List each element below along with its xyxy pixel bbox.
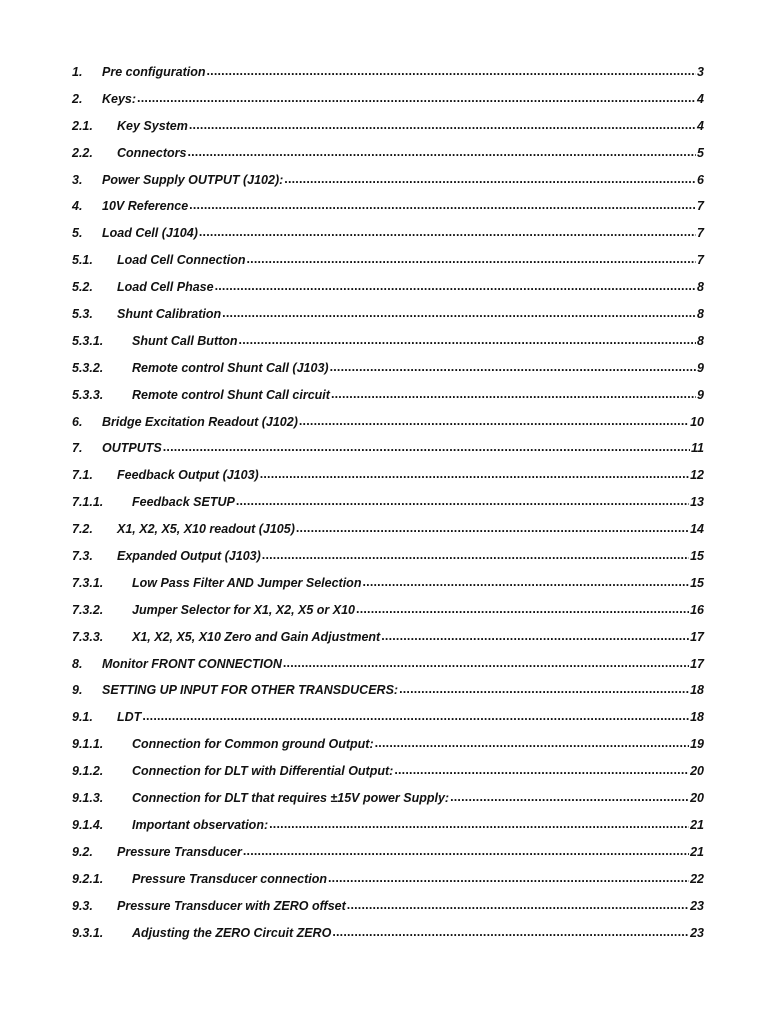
toc-entry-title: Load Cell Connection: [117, 253, 246, 268]
toc-dot-leader: [189, 198, 696, 210]
toc-entry[interactable]: [72, 548, 704, 575]
toc-entry[interactable]: [72, 306, 704, 333]
toc-entry-number: 9.1.: [72, 710, 93, 725]
toc-entry[interactable]: [72, 682, 704, 709]
toc-entry-number: 5.3.: [72, 307, 93, 322]
toc-entry-number: 9.2.1.: [72, 871, 104, 886]
toc-entry-number: 7.3.1.: [72, 575, 104, 590]
table-of-contents: [72, 64, 704, 951]
toc-entry-title: Remote control Shunt Call circuit: [132, 387, 330, 402]
toc-entry[interactable]: [72, 521, 704, 548]
toc-entry[interactable]: [72, 629, 704, 656]
toc-entry-title: Feedback Output (J103): [117, 468, 259, 483]
toc-entry-title: 10V Reference: [102, 199, 189, 214]
toc-entry-number: 9.1.3.: [72, 791, 104, 806]
toc-entry-page-number: 8: [697, 280, 704, 295]
toc-entry-title: Shunt Calibration: [117, 307, 222, 322]
toc-entry-title: SETTING UP INPUT FOR OTHER TRANSDUCERS:: [102, 683, 399, 698]
toc-entry-title: Power Supply OUTPUT (J102):: [102, 172, 284, 187]
toc-dot-leader: [163, 440, 690, 452]
toc-entry-number: 7.2.: [72, 522, 93, 537]
toc-entry-title: OUTPUTS: [102, 441, 162, 456]
toc-entry-number: 7.1.1.: [72, 495, 104, 510]
toc-entry[interactable]: [72, 736, 704, 763]
toc-entry-title: Pressure Transducer: [117, 844, 242, 859]
toc-dot-leader: [142, 709, 689, 721]
toc-entry-title: X1, X2, X5, X10 Zero and Gain Adjustment: [132, 629, 381, 644]
toc-entry-number: 9.1.2.: [72, 764, 104, 779]
toc-entry-page-number: 4: [697, 91, 704, 106]
toc-entry-number: 2.1.: [72, 118, 93, 133]
toc-entry-number: 8.: [72, 656, 83, 671]
toc-entry[interactable]: [72, 440, 704, 467]
toc-entry[interactable]: [72, 790, 704, 817]
toc-entry-title: Remote control Shunt Call (J103): [132, 360, 329, 375]
toc-dot-leader: [299, 414, 689, 426]
toc-entry-title: Monitor FRONT CONNECTION: [102, 656, 282, 671]
toc-entry-number: 9.1.4.: [72, 817, 104, 832]
toc-entry-title: Keys:: [102, 91, 137, 106]
toc-entry-page-number: 5: [697, 145, 704, 160]
toc-entry-number: 7.1.: [72, 468, 93, 483]
toc-dot-leader: [381, 629, 689, 641]
toc-entry[interactable]: [72, 64, 704, 91]
toc-entry-number: 7.: [72, 441, 83, 456]
toc-entry-page-number: 17: [690, 656, 704, 671]
toc-entry-title: LDT: [117, 710, 142, 725]
toc-entry-title: Pressure Transducer connection: [132, 871, 327, 886]
toc-dot-leader: [331, 387, 696, 399]
toc-dot-leader: [243, 844, 689, 856]
toc-entry[interactable]: [72, 118, 704, 145]
toc-entry-number: 4.: [72, 199, 83, 214]
toc-entry-title: Jumper Selector for X1, X2, X5 or X10: [132, 602, 356, 617]
toc-dot-leader: [450, 790, 689, 802]
toc-entry[interactable]: [72, 279, 704, 306]
toc-entry[interactable]: [72, 467, 704, 494]
toc-dot-leader: [206, 64, 696, 76]
toc-entry-page-number: 22: [690, 871, 704, 886]
toc-dot-leader: [189, 118, 696, 130]
toc-entry-page-number: 15: [690, 575, 704, 590]
toc-entry[interactable]: [72, 602, 704, 629]
toc-entry-title: Adjusting the ZERO Circuit ZERO: [132, 925, 332, 940]
toc-entry-page-number: 21: [690, 844, 704, 859]
toc-entry[interactable]: [72, 225, 704, 252]
toc-entry-page-number: 21: [690, 817, 704, 832]
toc-entry-page-number: 9: [697, 360, 704, 375]
toc-dot-leader: [187, 145, 696, 157]
toc-entry-page-number: 20: [690, 764, 704, 779]
toc-entry-title: Shunt Call Button: [132, 333, 238, 348]
toc-entry-title: Key System: [117, 118, 188, 133]
toc-entry[interactable]: [72, 91, 704, 118]
toc-entry-page-number: 23: [690, 925, 704, 940]
toc-entry-page-number: 10: [690, 414, 704, 429]
toc-entry[interactable]: [72, 333, 704, 360]
toc-entry-number: 6.: [72, 414, 83, 429]
toc-entry-page-number: 14: [690, 522, 704, 537]
toc-dot-leader: [362, 575, 689, 587]
toc-dot-leader: [332, 925, 689, 937]
toc-entry[interactable]: [72, 387, 704, 414]
toc-entry[interactable]: [72, 763, 704, 790]
toc-entry[interactable]: [72, 871, 704, 898]
toc-entry-title: Connection for Common ground Output:: [132, 737, 374, 752]
toc-entry-title: Expanded Output (J103): [117, 549, 261, 564]
toc-entry[interactable]: [72, 898, 704, 925]
toc-dot-leader: [284, 172, 696, 184]
toc-entry-number: 5.3.1.: [72, 333, 104, 348]
toc-dot-leader: [262, 548, 689, 560]
toc-dot-leader: [260, 467, 689, 479]
toc-entry-page-number: 9: [697, 387, 704, 402]
toc-entry[interactable]: [72, 817, 704, 844]
toc-entry-number: 5.3.3.: [72, 387, 104, 402]
toc-entry[interactable]: [72, 925, 704, 952]
toc-entry-number: 7.3.: [72, 549, 93, 564]
toc-entry[interactable]: [72, 198, 704, 225]
toc-entry-page-number: 12: [690, 468, 704, 483]
toc-entry[interactable]: [72, 656, 704, 683]
toc-entry-title: Load Cell (J104): [102, 226, 198, 241]
toc-entry-page-number: 18: [690, 683, 704, 698]
toc-entry-page-number: 4: [697, 118, 704, 133]
toc-entry-page-number: 15: [690, 549, 704, 564]
toc-entry-page-number: 23: [690, 898, 704, 913]
toc-entry-number: 2.2.: [72, 145, 93, 160]
toc-dot-leader: [239, 333, 697, 345]
toc-entry-page-number: 18: [690, 710, 704, 725]
toc-dot-leader: [375, 736, 689, 748]
toc-entry-title: Connection for DLT that requires ±15V power Supply:: [132, 791, 450, 806]
toc-entry-title: Feedback SETUP: [132, 495, 235, 510]
toc-dot-leader: [394, 763, 689, 775]
toc-dot-leader: [347, 898, 689, 910]
toc-entry-number: 7.3.3.: [72, 629, 104, 644]
toc-entry-title: Pressure Transducer with ZERO offset: [117, 898, 346, 913]
toc-entry[interactable]: [72, 360, 704, 387]
toc-entry-page-number: 13: [690, 495, 704, 510]
toc-dot-leader: [269, 817, 689, 829]
toc-entry-title: Connectors: [117, 145, 187, 160]
toc-entry-number: 5.3.2.: [72, 360, 104, 375]
toc-dot-leader: [215, 279, 696, 291]
toc-entry-title: Pre configuration: [102, 65, 206, 79]
toc-entry-page-number: 7: [697, 199, 704, 214]
toc-dot-leader: [283, 656, 689, 668]
toc-entry[interactable]: [72, 252, 704, 279]
toc-dot-leader: [330, 360, 696, 372]
toc-entry-title: Load Cell Phase: [117, 280, 214, 295]
toc-entry-page-number: 7: [697, 253, 704, 268]
toc-entry-number: 7.3.2.: [72, 602, 104, 617]
toc-entry-title: Bridge Excitation Readout (J102): [102, 414, 298, 429]
toc-entry-number: 9.2.: [72, 844, 93, 859]
toc-entry-page-number: 3: [697, 65, 704, 79]
toc-dot-leader: [222, 306, 696, 318]
toc-entry[interactable]: [72, 709, 704, 736]
toc-entry-number: 5.2.: [72, 280, 93, 295]
toc-entry-title: X1, X2, X5, X10 readout (J105): [117, 522, 295, 537]
toc-entry-number: 2.: [72, 91, 83, 106]
toc-entry-page-number: 20: [690, 791, 704, 806]
toc-entry-page-number: 8: [697, 307, 704, 322]
toc-entry-number: 9.1.1.: [72, 737, 104, 752]
toc-entry-page-number: 19: [690, 737, 704, 752]
toc-entry-number: 9.: [72, 683, 83, 698]
toc-entry-title: Connection for DLT with Differential Output:: [132, 764, 394, 779]
toc-dot-leader: [399, 682, 689, 694]
toc-entry[interactable]: [72, 414, 704, 441]
toc-entry-number: 9.3.: [72, 898, 93, 913]
toc-dot-leader: [137, 91, 696, 103]
toc-entry-number: 5.1.: [72, 253, 93, 268]
toc-entry-number: 1.: [72, 65, 83, 79]
toc-entry-number: 9.3.1.: [72, 925, 104, 940]
toc-entry[interactable]: [72, 172, 704, 199]
toc-dot-leader: [356, 602, 689, 614]
toc-dot-leader: [246, 252, 696, 264]
toc-entry-number: 3.: [72, 172, 83, 187]
toc-entry-title: Low Pass Filter AND Jumper Selection: [132, 575, 362, 590]
toc-dot-leader: [296, 521, 689, 533]
toc-entry-page-number: 8: [697, 333, 704, 348]
toc-dot-leader: [328, 871, 689, 883]
toc-entry[interactable]: [72, 494, 704, 521]
toc-dot-leader: [236, 494, 689, 506]
toc-entry-page-number: 7: [697, 226, 704, 241]
toc-entry-page-number: 17: [690, 629, 704, 644]
toc-entry[interactable]: [72, 844, 704, 871]
toc-entry-page-number: 11: [691, 441, 704, 456]
toc-entry-page-number: 16: [690, 602, 704, 617]
toc-entry-title: Important observation:: [132, 817, 269, 832]
toc-entry[interactable]: [72, 145, 704, 172]
toc-entry-page-number: 6: [697, 172, 704, 187]
toc-entry[interactable]: [72, 575, 704, 602]
toc-entry-number: 5.: [72, 226, 83, 241]
toc-dot-leader: [199, 225, 696, 237]
